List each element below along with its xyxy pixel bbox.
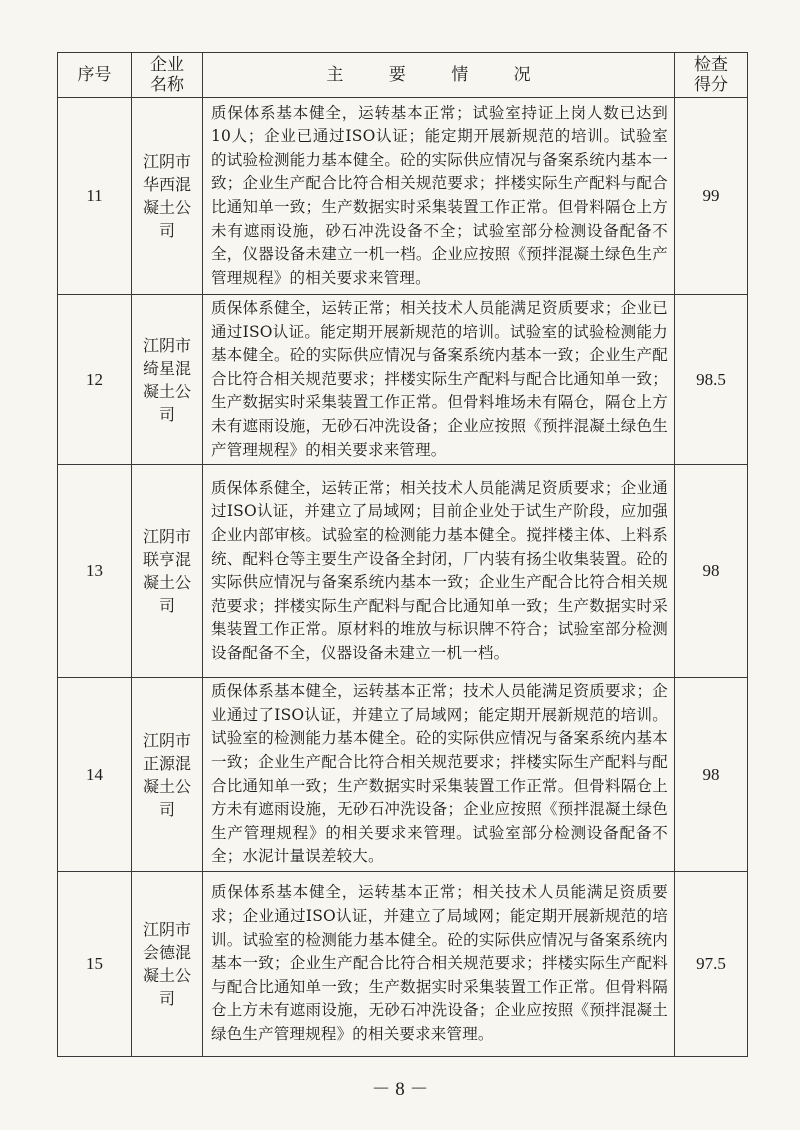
inspection-score: 98.5 bbox=[675, 295, 748, 465]
row-number: 14 bbox=[58, 678, 132, 872]
inspection-score: 98 bbox=[675, 678, 748, 872]
table-header-row bbox=[58, 53, 748, 98]
inspection-details: 质保体系基本健全，运转基本正常；相关技术人员能满足资质要求；企业通过ISO认证，并建立了局域网；能定期开展新规范的培训。试验室的检测能力基本健全。砼的实际供应情况与备案系统内基本一致；企业生产配合比符合相关规范要求；拌楼实际生产配料与配合比通知单一致；生产数据实时采集装置工作正常。但骨料隔仓上方未有遮雨设施，无砂石冲洗设备；企业应按照《预拌混凝土绿色生产管理规程》的相关要求来管理。 bbox=[203, 871, 675, 1056]
company-name: 江阴市 联亨混 凝土公 司 bbox=[132, 465, 203, 678]
inspection-details: 质保体系健全，运转正常；相关技术人员能满足资质要求；企业已通过ISO认证。能定期开展新规范的培训。试验室的试验检测能力基本健全。砼的实际供应情况与备案系统内基本一致；企业生产配合比符合相关规范要求；拌楼实际生产配料与配合比通知单一致；生产数据实时采集装置工作正常。但骨料堆场未有隔仓，隔仓上方未有遮雨设施，无砂石冲洗设备；企业应按照《预拌混凝土绿色生产管理规程》的相关要求来管理。 bbox=[203, 295, 675, 465]
table-row bbox=[58, 678, 748, 872]
row-number: 12 bbox=[58, 295, 132, 465]
header-details bbox=[203, 53, 675, 98]
inspection-score: 98 bbox=[675, 465, 748, 678]
header-score: 检查 得分 bbox=[675, 53, 748, 98]
company-name: 江阴市 会德混 凝土公 司 bbox=[132, 871, 203, 1056]
inspection-table bbox=[57, 52, 748, 1057]
header-details-text: 主 要 情 况 bbox=[326, 65, 551, 85]
table-row bbox=[58, 871, 748, 1056]
row-number: 11 bbox=[58, 98, 132, 295]
table-row bbox=[58, 295, 748, 465]
inspection-details: 质保体系健全，运转正常；相关技术人员能满足资质要求；企业通过ISO认证，并建立了局域网；目前企业处于试生产阶段，应加强企业内部审核。试验室的检测能力基本健全。搅拌楼主体、上料系统、配料仓等主要生产设备全封闭，厂内装有扬尘收集装置。砼的实际供应情况与备案系统内基本一致；企业生产配合比符合相关规范要求；拌楼实际生产配料与配合比通知单一致；生产数据实时采集装置工作正常。原材料的堆放与标识牌不符合；试验室部分检测设备配备不全，仪器设备未建立一机一档。 bbox=[203, 465, 675, 678]
header-no: 序号 bbox=[58, 53, 132, 98]
company-name: 江阴市 华西混 凝土公 司 bbox=[132, 98, 203, 295]
row-number: 15 bbox=[58, 871, 132, 1056]
row-number: 13 bbox=[58, 465, 132, 678]
inspection-details: 质保体系基本健全，运转基本正常；试验室持证上岗人数已达到10人；企业已通过ISO认证；能定期开展新规范的培训。试验室的试验检测能力基本健全。砼的实际供应情况与备案系统内基本一致；企业生产配合比符合相关规范要求；拌楼实际生产配料与配合比通知单一致；生产数据实时采集装置工作正常。但骨料隔仓上方未有遮雨设施，砂石冲洗设备不全；试验室部分检测设备配备不全，仪器设备未建立一机一档。企业应按照《预拌混凝土绿色生产管理规程》的相关要求来管理。 bbox=[203, 98, 675, 295]
inspection-score: 97.5 bbox=[675, 871, 748, 1056]
page-number: － 8 － bbox=[371, 1079, 429, 1100]
inspection-details: 质保体系基本健全，运转基本正常；技术人员能满足资质要求；企业通过了ISO认证，并建立了局域网；能定期开展新规范的培训。试验室的检测能力基本健全。砼的实际供应情况与备案系统内基本一致；企业生产配合比符合相关规范要求；拌楼实际生产配料与配合比通知单一致；生产数据实时采集装置工作正常。但骨料隔仓上方未有遮雨设施，无砂石冲洗设备；企业应按照《预拌混凝土绿色生产管理规程》的相关要求来管理。试验室部分检测设备配备不全；水泥计量误差较大。 bbox=[203, 678, 675, 872]
table-row bbox=[58, 98, 748, 295]
table-row bbox=[58, 465, 748, 678]
header-company: 企业 名称 bbox=[132, 53, 203, 98]
company-name: 江阴市 正源混 凝土公 司 bbox=[132, 678, 203, 872]
inspection-score: 99 bbox=[675, 98, 748, 295]
company-name: 江阴市 绮星混 凝土公 司 bbox=[132, 295, 203, 465]
